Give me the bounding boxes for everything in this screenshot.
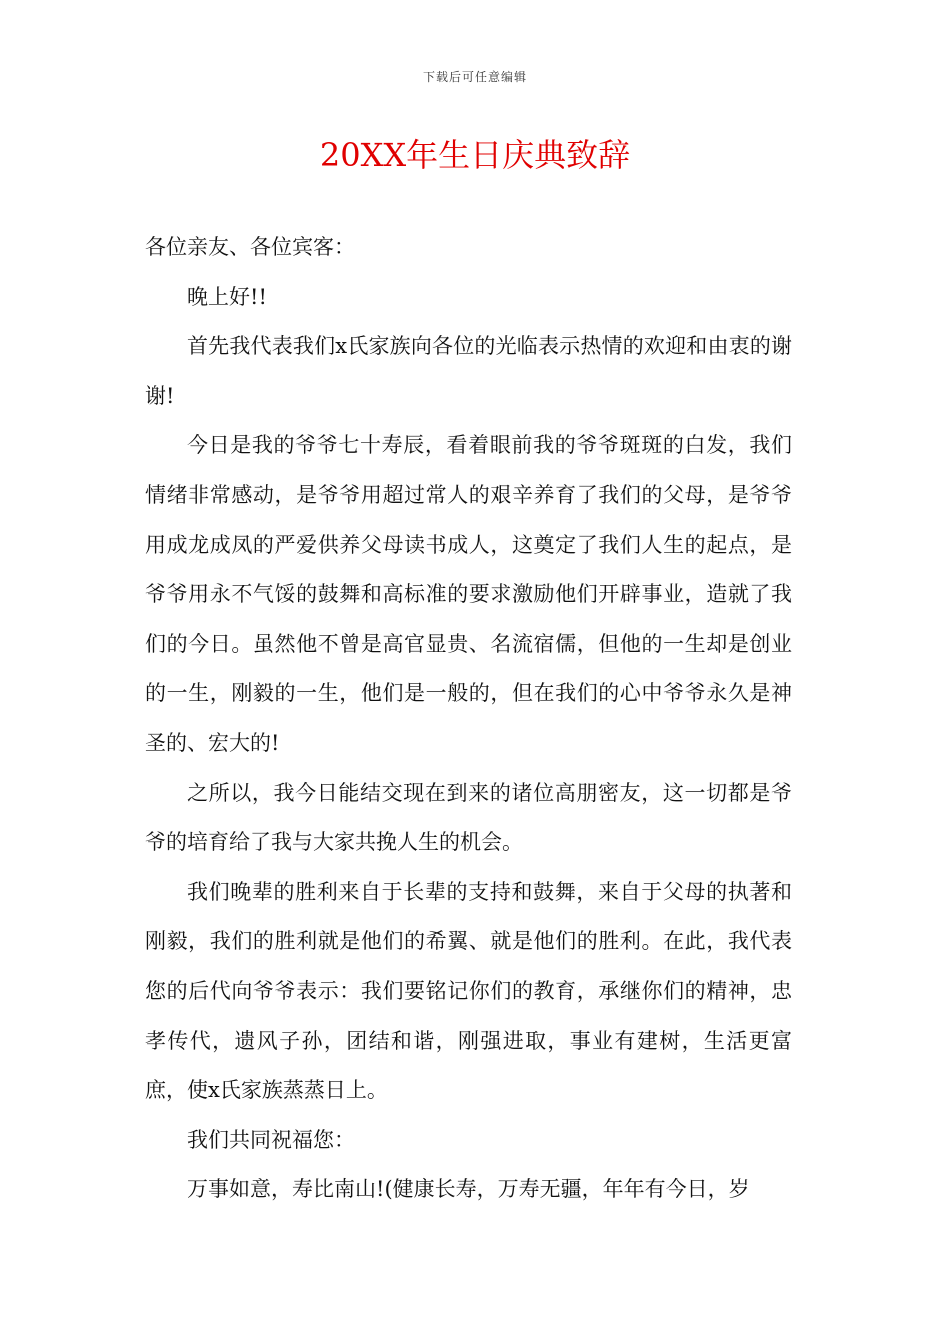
document-title: 20XX年生日庆典致辞: [319, 136, 631, 174]
greeting-paragraph: 各位亲友、各位宾客：: [145, 235, 355, 259]
header-note: 下载后可任意编辑: [422, 70, 527, 84]
body-paragraph: 万事如意，寿比南山!(健康长寿，万寿无疆，年年有今日，岁: [187, 1177, 750, 1202]
body-paragraph: 首先我代表我们x氏家族向各位的光临表示热情的欢迎和由衷的谢谢!: [145, 334, 792, 408]
body-paragraph: 我们共同祝福您：: [187, 1127, 355, 1152]
body-paragraph: 之所以，我今日能结交现在到来的诸位高朋密友，这一切都是爷爷的培育给了我与大家共挽人生的机会。: [145, 780, 792, 855]
body-paragraph: 晚上好!!: [187, 284, 267, 309]
document-body: [145, 223, 792, 1215]
body-paragraph: 我们晚辈的胜利来自于长辈的支持和鼓舞，来自于父母的执著和刚毅，我们的胜利就是他们的希翼、就是他们的胜利。在此，我代表您的后代向爷爷表示：我们要铭记你们的教育，承继你们的精神，忠孝传代，遗风子孙，团结和谐，刚强进取，事业有建树，生活更富庶，使x氏家族蒸蒸日上。: [145, 879, 792, 1103]
body-paragraph: 今日是我的爷爷七十寿辰，看着眼前我的爷爷斑斑的白发，我们情绪非常感动，是爷爷用超过常人的艰辛养育了我们的父母，是爷爷用成龙成凤的严爱供养父母读书成人，这奠定了我们人生的起点，是爷爷用永不气馁的鼓舞和高标准的要求激励他们开辟事业，造就了我们的今日。虽然他不曾是高官显贵、名流宿儒，但他的一生却是创业的一生，刚毅的一生，他们是一般的，但在我们的心中爷爷永久是神圣的、宏大的!: [145, 433, 792, 755]
